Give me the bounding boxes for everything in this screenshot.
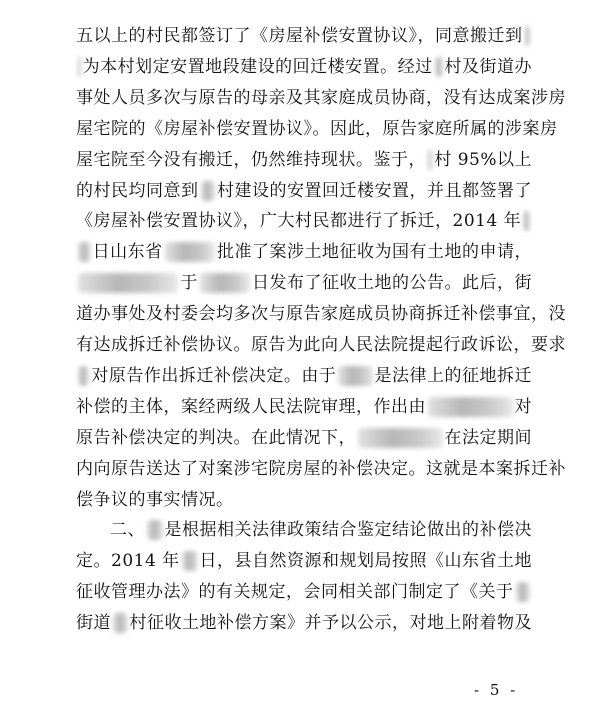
text-line [76,53,532,81]
text-segment: 征收管理办法》的有关规定，会同相关部门制定了《关于 [76,582,514,603]
text-line [76,486,532,514]
text-segment: 的村民均同意到 [76,180,199,201]
redaction-blur [78,366,89,386]
text-line [76,22,532,50]
text-line [76,578,532,606]
redaction-blur [523,211,530,231]
text-segment: 村征收土地补偿方案》并予以公示，对地上附着物及 [129,613,532,634]
text-segment: 对 [514,396,532,417]
text-line [76,115,558,143]
text-segment: 日山东省 [92,242,163,263]
redaction-blur [435,57,443,77]
text-segment: 二、 [110,520,145,541]
text-segment: 有达成拆迁补偿协议。原告为此向人民法院提起行政诉讼，要求 [76,335,566,355]
text-segment: 《房屋补偿安置协议》，广大村民都进行了拆迁，2014 年 [76,211,522,232]
text-segment: 五以上的村民都签订了《房屋补偿安置协议》，同意搬迁到 [76,26,523,46]
redaction-blur [113,613,128,633]
text-segment: 在法定期间 [444,427,532,448]
text-segment: 原告补偿决定的判决。在此情况下， [76,427,356,448]
redaction-blur [78,242,91,262]
text-segment: 是法律上的征地拆迁 [374,365,532,386]
text-line [76,547,532,575]
text-segment: 为本村划定安置地段建设的回迁楼安置。经过 [82,56,433,77]
redaction-blur [201,181,216,201]
text-segment: 道办事处及村委会均多次与原告家庭成员协商拆迁补偿事宜，没 [76,304,566,325]
text-segment: 街道 [76,613,111,634]
redaction-blur [428,397,513,417]
text-line [76,393,532,421]
redaction-blur [165,242,215,262]
redaction-blur [78,273,178,293]
text-line [76,424,532,452]
redaction-blur [338,366,372,386]
text-segment: 补偿的主体，案经两级人民法院审理，作出由 [76,396,426,417]
redaction-blur [516,582,531,602]
redaction-blur [147,520,163,540]
text-segment: 批准了案涉土地征收为国有土地的申请， [217,242,532,263]
text-line [76,300,566,328]
text-line [76,362,532,390]
text-segment: 村建设的安置回迁楼安置，并且都签署了 [217,180,532,201]
text-line [76,609,532,637]
text-segment: 村及街道办 [444,56,532,77]
text-segment: 偿争议的事实情况。 [76,489,234,510]
text-segment: 内向原告送达了对案涉宅院房屋的补偿决定。这就是本案拆迁补 [76,458,566,479]
redaction-blur [182,551,198,571]
text-segment: 日，县自然资源和规划局按照《山东省土地 [199,551,532,572]
text-segment: 日发布了征收土地的公告。此后，街 [252,273,532,294]
text-line [76,84,566,112]
redaction-blur [358,428,443,448]
redaction-blur [200,273,250,293]
text-line [76,238,532,266]
text-segment: 屋宅院的《房屋补偿安置协议》。因此，原告家庭所属的涉案房 [76,118,558,139]
text-line [76,331,566,359]
text-segment: 定。2014 年 [76,551,180,572]
redaction-blur [428,150,432,170]
text-line [76,269,532,297]
text-segment: 对原告作出拆迁补偿决定。由于 [91,365,337,386]
text-segment: 事处人员多次与原告的母亲及其家庭成员协商，没有达成案涉房 [76,87,566,108]
text-segment: 是根据相关法律政策结合鉴定结论做出的补偿决 [164,520,532,541]
page-number: - 5 - [474,681,519,699]
text-line [76,146,532,174]
text-segment: 村 95%以上 [434,149,532,170]
redaction-blur [525,26,531,46]
text-line [76,177,532,205]
text-line [76,516,532,544]
text-line [76,455,566,483]
text-segment: 于 [180,273,198,294]
text-segment: 屋宅院至今没有搬迁，仍然维持现状。鉴于， [76,149,426,170]
text-line [76,207,532,235]
redaction-blur [78,57,81,77]
